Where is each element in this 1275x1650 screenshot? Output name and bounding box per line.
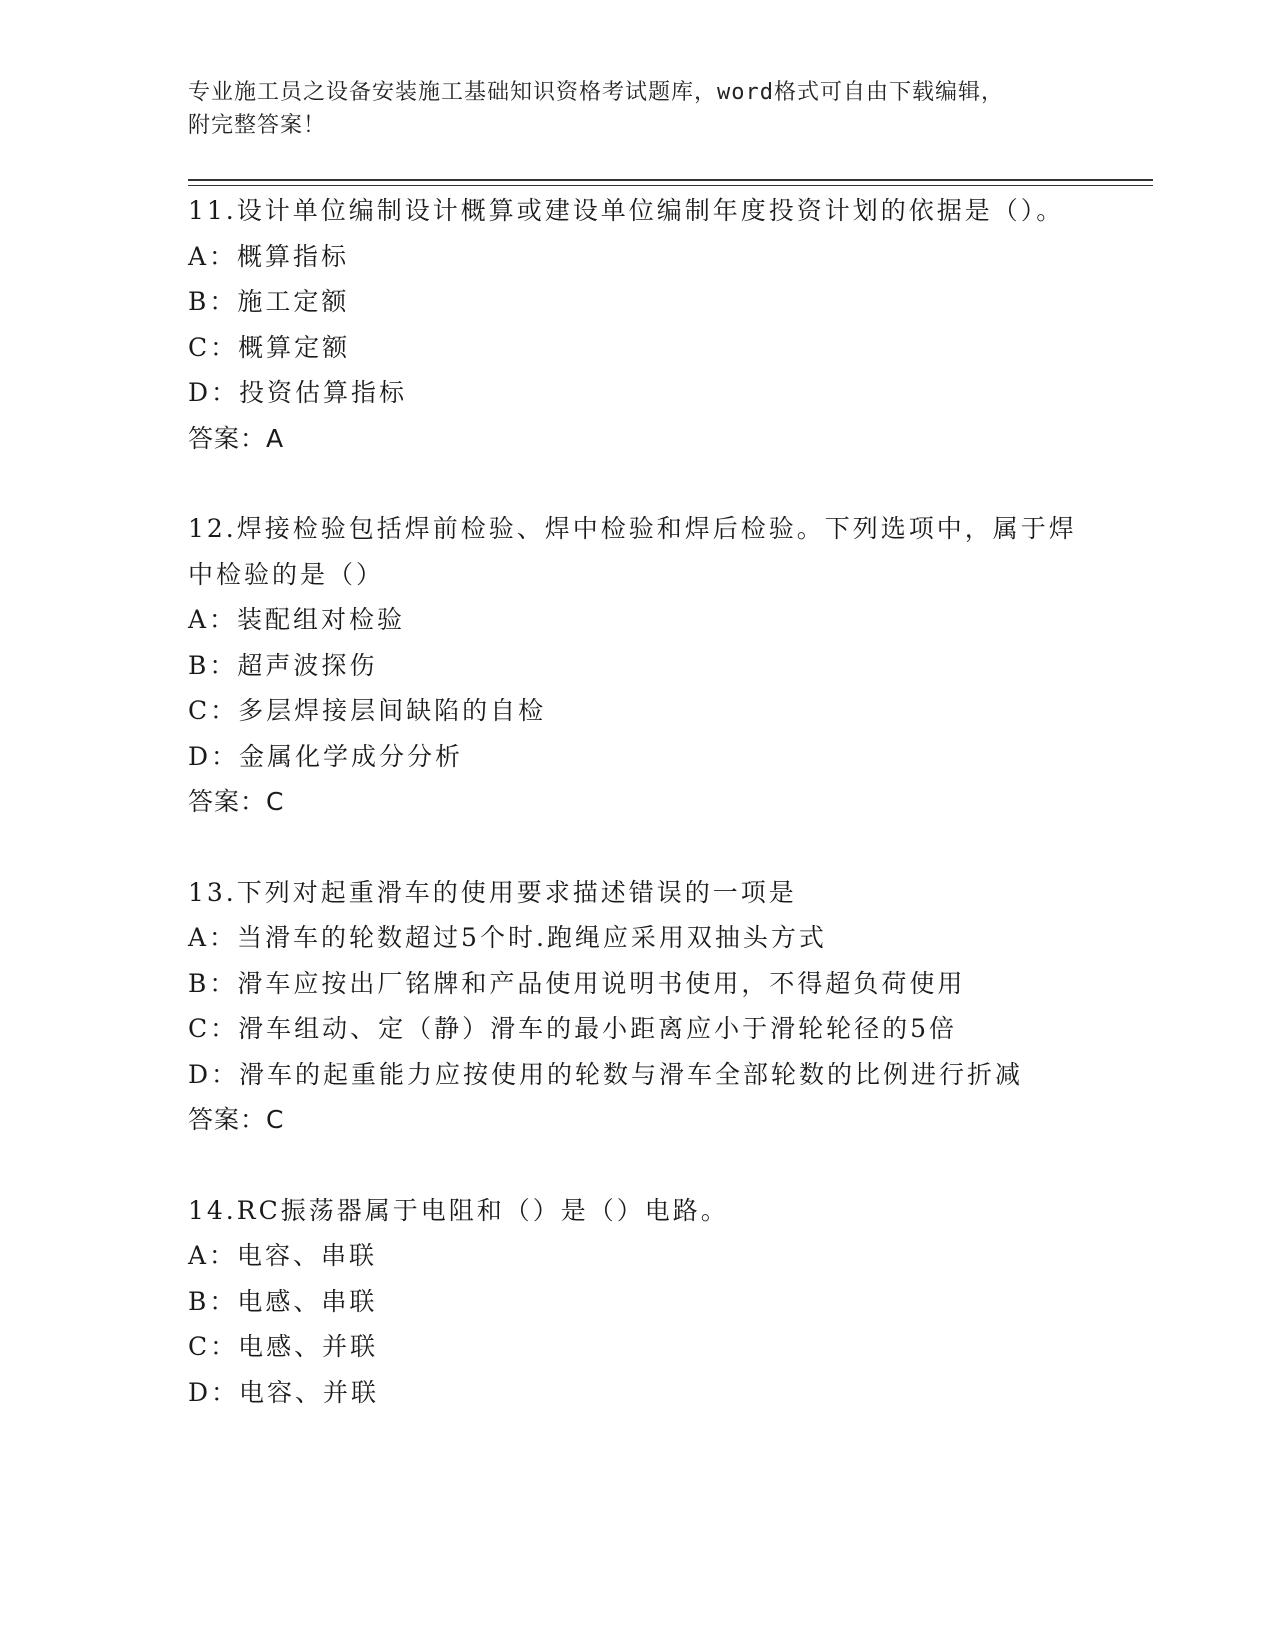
- answer: 答案：C: [188, 1105, 285, 1134]
- option-c: C：多层焊接层间缺陷的自检: [188, 696, 547, 725]
- question-14: [188, 1188, 1148, 1416]
- option-c: C：电感、并联: [188, 1332, 379, 1361]
- header-divider-thick: [188, 179, 1153, 181]
- option-d: D：金属化学成分分析: [188, 741, 464, 771]
- option-d: D：电容、并联: [188, 1377, 380, 1407]
- question-stem: 14.RC振荡器属于电阻和（）是（）电路。: [188, 1195, 729, 1225]
- option-c: C：滑车组动、定（静）滑车的最小距离应小于滑轮轮径的5倍: [188, 1014, 958, 1043]
- question-13: [188, 870, 1148, 1143]
- question-11: [188, 188, 1148, 461]
- answer: 答案：A: [188, 423, 285, 453]
- question-stem: 11.设计单位编制设计概算或建设单位编制年度投资计划的依据是（）。: [188, 196, 1065, 225]
- option-d: D：投资估算指标: [188, 378, 408, 407]
- option-b: B：电感、串联: [188, 1286, 378, 1316]
- option-b: B：施工定额: [188, 287, 350, 316]
- option-a: A：装配组对检验: [188, 605, 406, 634]
- option-a: A：概算指标: [188, 241, 350, 271]
- option-a: A：电容、串联: [188, 1241, 378, 1270]
- option-d: D：滑车的起重能力应按使用的轮数与滑车全部轮数的比例进行折减: [188, 1059, 1024, 1089]
- option-b: B：超声波探伤: [188, 650, 378, 680]
- question-12: [188, 506, 1148, 825]
- option-b: B：滑车应按出厂铭牌和产品使用说明书使用，不得超负荷使用: [188, 968, 966, 998]
- document-header: [188, 76, 1088, 142]
- option-a: A：当滑车的轮数超过5个时.跑绳应采用双抽头方式: [188, 923, 827, 952]
- header-line-2: 附完整答案！: [188, 113, 327, 138]
- option-c: C：概算定额: [188, 332, 351, 362]
- question-list: [188, 188, 1148, 1415]
- answer: 答案：C: [188, 787, 285, 816]
- header-line-1: 专业施工员之设备安装施工基础知识资格考试题库，word格式可自由下载编辑，: [188, 80, 1004, 105]
- question-stem: 12.焊接检验包括焊前检验、焊中检验和焊后检验。下列选项中，属于焊中检验的是（）: [188, 514, 1077, 589]
- question-stem: 13.下列对起重滑车的使用要求描述错误的一项是: [188, 877, 797, 907]
- header-divider-thin: [188, 185, 1153, 186]
